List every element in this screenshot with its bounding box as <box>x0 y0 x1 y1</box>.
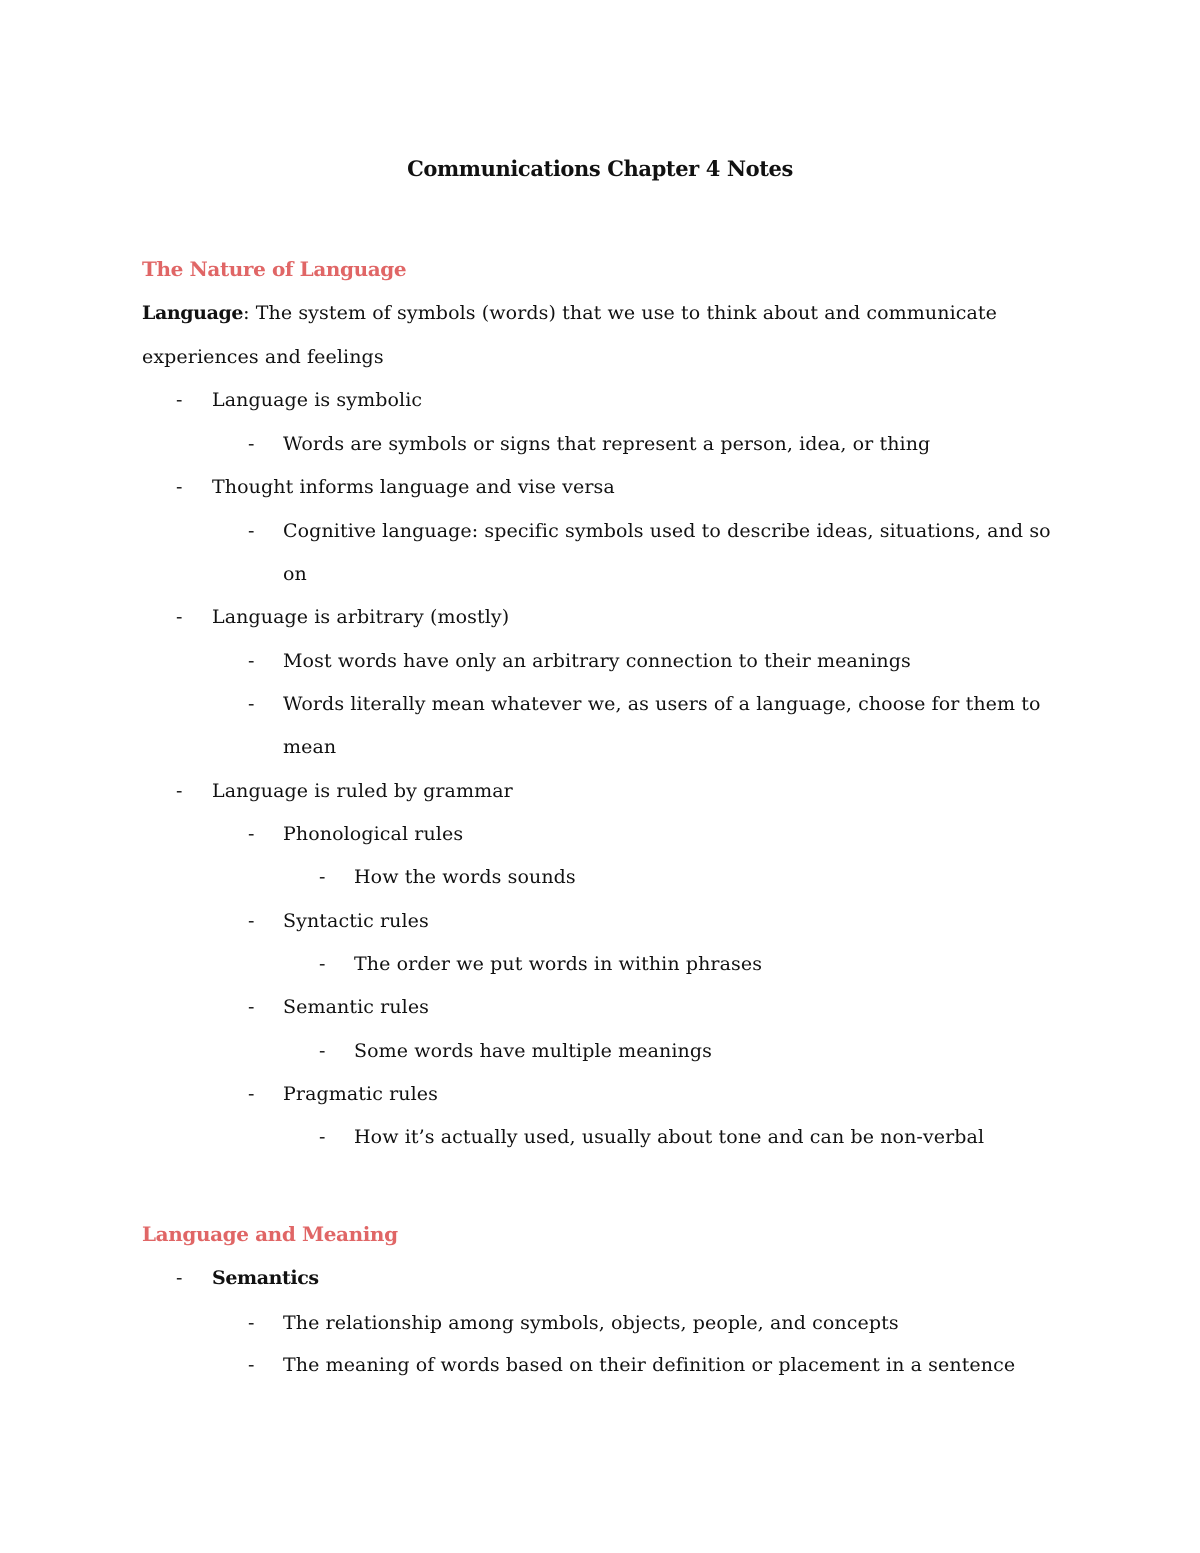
list-item: Words are symbols or signs that represent a person, idea, or thing <box>283 433 931 455</box>
definition-colon: : <box>243 302 250 324</box>
list-bullet: - <box>248 693 255 715</box>
list-item: How the words sounds <box>354 866 576 888</box>
list-item: Semantic rules <box>283 996 430 1018</box>
list-item: Pragmatic rules <box>283 1083 438 1105</box>
list-bullet: - <box>176 606 183 628</box>
list-item: Most words have only an arbitrary connection to their meanings <box>283 650 911 672</box>
list-item-term: Semantics <box>212 1267 319 1289</box>
list-bullet: - <box>248 433 255 455</box>
list-item: Some words have multiple meanings <box>354 1040 712 1062</box>
section-heading-nature-of-language: The Nature of Language <box>142 257 407 281</box>
definition-term: Language <box>142 302 244 324</box>
list-item: Syntactic rules <box>283 910 429 932</box>
list-item: How it’s actually used, usually about tone and can be non-verbal <box>354 1126 985 1148</box>
list-bullet: - <box>248 910 255 932</box>
list-bullet: - <box>248 650 255 672</box>
list-item-continued: on <box>283 563 307 585</box>
list-bullet: - <box>176 476 183 498</box>
list-bullet: - <box>248 520 255 542</box>
list-bullet: - <box>248 1354 255 1376</box>
list-bullet: - <box>248 1312 255 1334</box>
list-item: Language is ruled by grammar <box>212 780 513 802</box>
list-item: The relationship among symbols, objects, people, and concepts <box>283 1312 899 1334</box>
list-bullet: - <box>319 1040 326 1062</box>
section-heading-language-and-meaning: Language and Meaning <box>142 1222 398 1246</box>
list-bullet: - <box>248 823 255 845</box>
list-bullet: - <box>176 389 183 411</box>
list-item: Language is arbitrary (mostly) <box>212 606 510 628</box>
list-item: Language is symbolic <box>212 389 423 411</box>
list-bullet: - <box>176 780 183 802</box>
list-bullet: - <box>319 866 326 888</box>
list-bullet: - <box>176 1267 183 1289</box>
list-item: The order we put words in within phrases <box>354 953 763 975</box>
definition-text: The system of symbols (words) that we use to think about and communicate <box>249 302 998 324</box>
definition-language <box>142 296 997 330</box>
list-bullet: - <box>319 953 326 975</box>
list-bullet: - <box>319 1126 326 1148</box>
list-bullet: - <box>248 1083 255 1105</box>
list-item: Words literally mean whatever we, as users of a language, choose for them to <box>283 693 1041 715</box>
list-item: Phonological rules <box>283 823 464 845</box>
list-item: Thought informs language and vise versa <box>212 476 615 498</box>
list-item-continued: mean <box>283 736 337 758</box>
list-bullet: - <box>248 996 255 1018</box>
definition-text-continued: experiences and feelings <box>142 346 384 368</box>
list-item: Cognitive language: specific symbols used to describe ideas, situations, and so <box>283 520 1051 542</box>
list-item: The meaning of words based on their definition or placement in a sentence <box>283 1354 1016 1376</box>
document-title: Communications Chapter 4 Notes <box>407 156 793 181</box>
